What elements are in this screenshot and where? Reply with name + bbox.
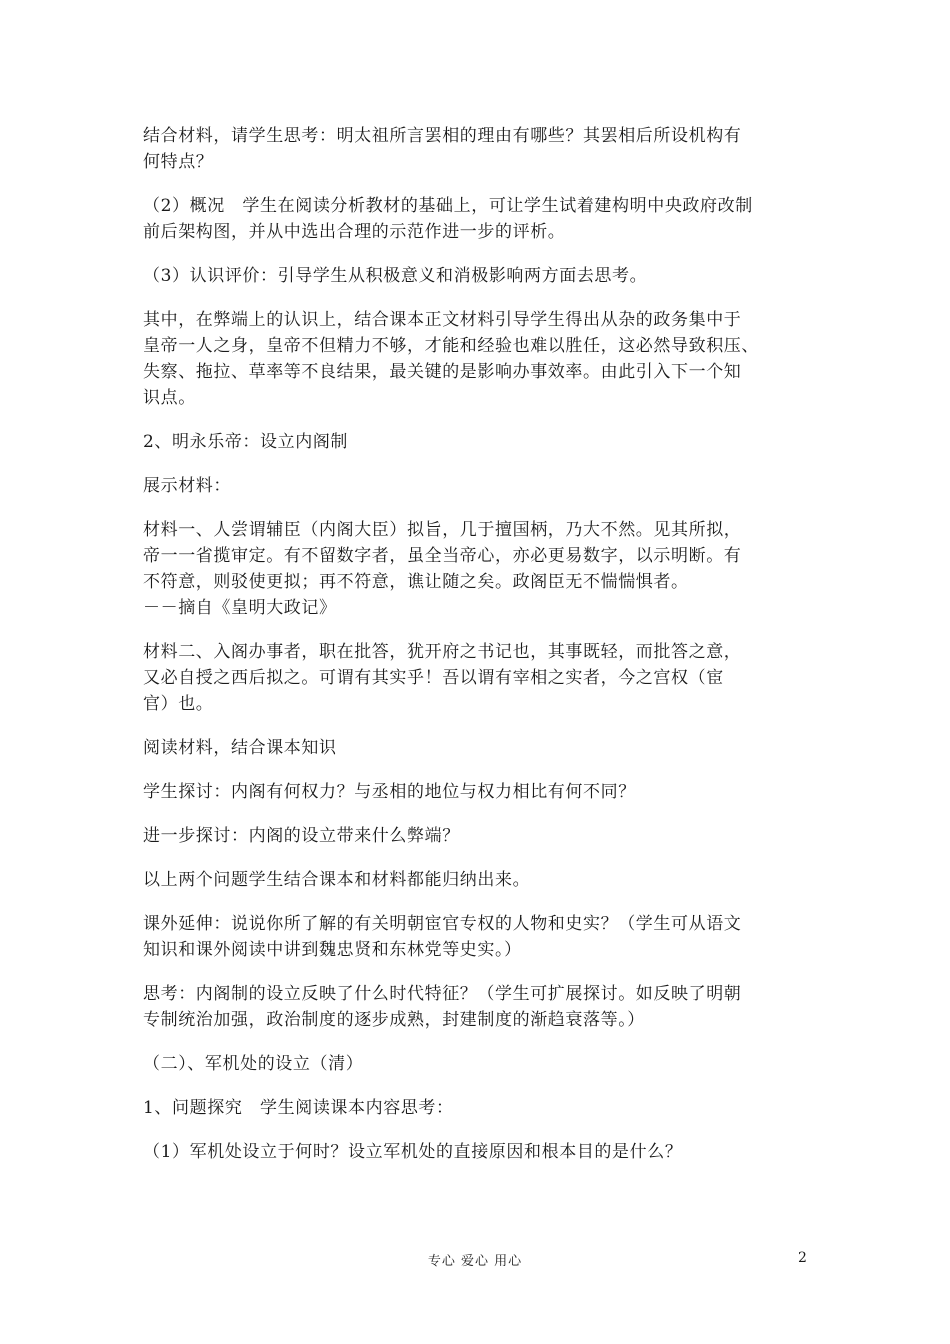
- paragraph: [143, 867, 808, 893]
- paragraph: [143, 735, 808, 761]
- paragraph: [143, 911, 808, 963]
- paragraph-line: 结合材料，请学生思考：明太祖所言罢相的理由有哪些？其罢相后所设机构有: [143, 126, 742, 146]
- paragraph: [143, 473, 808, 499]
- paragraph-line: 其中，在弊端上的认识上，结合课本正文材料引导学生得出从杂的政务集中于: [143, 310, 742, 330]
- paragraph-line: 学生探讨：内阁有何权力？与丞相的地位与权力相比有何不同？: [143, 782, 636, 802]
- paragraph: [143, 1051, 808, 1077]
- paragraph-line: 课外延伸：说说你所了解的有关明朝宦官专权的人物和史实？（学生可从语文: [143, 914, 742, 934]
- paragraph-line: 识点。: [143, 388, 196, 408]
- paragraph-line: 阅读材料，结合课本知识: [143, 738, 337, 758]
- paragraph-line: 专制统治加强，政治制度的逐步成熟，封建制度的渐趋衰落等。）: [143, 1010, 645, 1030]
- paragraph-line: 不符意，则驳使更拟；再不符意，谯让随之矣。政阁臣无不惴惴惧者。: [143, 572, 689, 592]
- paragraph-line: （3）认识评价：引导学生从积极意义和消极影响两方面去思考。: [143, 266, 648, 286]
- paragraph: [143, 517, 808, 621]
- paragraph-line: 材料二、入阁办事者，职在批答，犹开府之书记也，其事既轻，而批答之意，: [143, 642, 742, 662]
- document-body: [143, 123, 808, 1183]
- paragraph-line: 2、明永乐帝：设立内阁制: [143, 432, 349, 452]
- paragraph-line: －－摘自《皇明大政记》: [143, 598, 337, 618]
- paragraph-line: 展示材料：: [143, 476, 231, 496]
- paragraph-line: 皇帝一人之身，皇帝不但精力不够，才能和经验也难以胜任，这必然导致积压、: [143, 336, 759, 356]
- footer-motto: 专心 爱心 用心: [427, 1254, 523, 1269]
- paragraph: [143, 779, 808, 805]
- paragraph: [143, 981, 808, 1033]
- paragraph: [143, 193, 808, 245]
- paragraph: [143, 1095, 808, 1121]
- paragraph-line: （二）、军机处的设立（清）: [143, 1054, 364, 1074]
- paragraph: [143, 639, 808, 717]
- paragraph-line: 帝一一省揽审定。有不留数字者，虽全当帝心，亦必更易数字，以示明断。有: [143, 546, 742, 566]
- paragraph-line: 失察、拖拉、草率等不良结果，最关键的是影响办事效率。由此引入下一个知: [143, 362, 742, 382]
- paragraph-line: 前后架构图，并从中选出合理的示范作进一步的评析。: [143, 222, 566, 242]
- paragraph-line: 以上两个问题学生结合课本和材料都能归纳出来。: [143, 870, 531, 890]
- paragraph-line: 何特点？: [143, 152, 214, 172]
- paragraph-line: 材料一、人尝谓辅臣（内阁大臣）拟旨，几于擅国柄，乃大不然。见其所拟，: [143, 520, 742, 540]
- paragraph: [143, 823, 808, 849]
- paragraph-line: 官）也。: [143, 694, 214, 714]
- paragraph: [143, 1139, 808, 1165]
- page-number: 2: [798, 1250, 807, 1266]
- paragraph-line: 又必自授之西后拟之。可谓有其实乎！吾以谓有宰相之实者，今之宫权（宦: [143, 668, 724, 688]
- paragraph: [143, 263, 808, 289]
- paragraph: [143, 307, 808, 411]
- paragraph: [143, 123, 808, 175]
- paragraph: [143, 429, 808, 455]
- paragraph-line: 知识和课外阅读中讲到魏忠贤和东林党等史实。）: [143, 940, 522, 960]
- paragraph-line: （2）概况 学生在阅读分析教材的基础上，可让学生试着建构明中央政府改制: [143, 196, 753, 216]
- paragraph-line: 进一步探讨：内阁的设立带来什么弊端？: [143, 826, 460, 846]
- paragraph-line: 思考：内阁制的设立反映了什么时代特征？（学生可扩展探讨。如反映了明朝: [143, 984, 742, 1004]
- paragraph-line: 1、问题探究 学生阅读课本内容思考：: [143, 1098, 454, 1118]
- paragraph-line: （1）军机处设立于何时？设立军机处的直接原因和根本目的是什么？: [143, 1142, 683, 1162]
